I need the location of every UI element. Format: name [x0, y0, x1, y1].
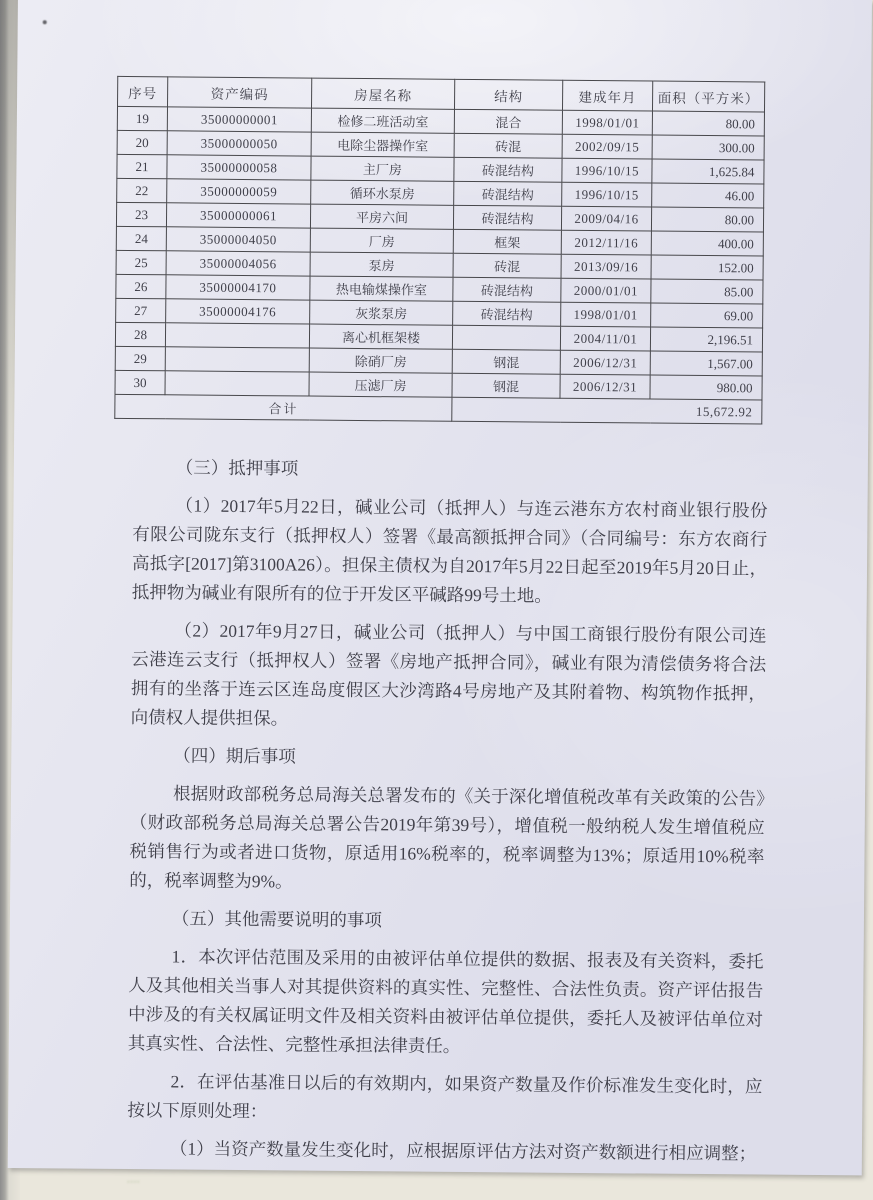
paragraph: （1）当资产数量发生变化时，应根据原评估方法对资产数额进行相应调整；: [169, 1138, 757, 1164]
cell-structure: 砖混: [454, 133, 562, 158]
scan-speck: [43, 20, 47, 24]
cell-name: 主厂房: [311, 156, 454, 181]
asset-table: [114, 76, 765, 425]
cell-code: 35000004170: [166, 275, 310, 300]
cell-date: 2000/01/01: [561, 278, 651, 303]
cell-structure: 钢混: [452, 373, 560, 398]
cell-name: 泵房: [310, 252, 453, 277]
cell-structure: [452, 325, 560, 350]
table-total-row: [115, 394, 762, 424]
cell-name: 灰浆泵房: [310, 300, 453, 325]
cell-date: 2006/12/31: [560, 350, 650, 375]
cell-area: 80.00: [651, 207, 763, 232]
cell-no: 25: [116, 250, 166, 274]
cell-date: 2012/11/16: [561, 230, 651, 255]
cell-no: 29: [115, 346, 165, 370]
paragraph: 根据财政部税务总局海关总署发布的《关于深化增值税改革有关政策的公告》（财政部税务总局海关总署公告2019年第39号），增值税一般纳税人发生增值税应税销售行为或者进口货物，原适用16%税率的，税率调整为13%；原适用10%税率的，税率调整为9%。: [129, 783, 766, 892]
cell-code: 35000000001: [167, 107, 311, 132]
cell-name: 除硝厂房: [309, 348, 452, 373]
paragraph: 2．在评估基准日以后的有效期内，如果资产数量及作价标准发生变化时，应按以下原则处理：: [127, 1071, 763, 1122]
cell-code: [165, 323, 309, 348]
cell-area: 80.00: [652, 111, 764, 136]
total-area-value: 15,672.92: [452, 397, 762, 424]
cell-name: 离心机框架楼: [309, 324, 452, 349]
cell-area: 400.00: [651, 231, 763, 256]
cell-structure: 砖混结构: [454, 157, 562, 182]
paragraph: 1．本次评估范围及采用的由被评估单位提供的数据、报表及有关资料，委托人及其他相关当事人对其提供资料的真实性、完整性、合法性负责。资产评估报告中涉及的有关权属证明文件及相关资料由被评估单位提供，委托人及被评估单位对其真实性、合法性、完整性承担法律责任。: [127, 946, 764, 1056]
cell-no: 28: [115, 322, 165, 346]
cell-code: 35000004056: [166, 251, 310, 276]
cell-code: 35000000061: [166, 203, 310, 228]
cell-structure: 框架: [453, 229, 561, 254]
cell-no: 22: [117, 178, 167, 202]
cell-date: 1998/01/01: [562, 110, 652, 135]
cell-structure: 砖混结构: [454, 181, 562, 206]
cell-no: 26: [116, 274, 166, 298]
cell-structure: 砖混: [453, 253, 561, 278]
cell-structure: 砖混结构: [453, 205, 561, 230]
table-body: [115, 106, 764, 400]
cell-name: 循环水泵房: [311, 180, 454, 205]
cell-area: 152.00: [651, 255, 763, 280]
cell-area: 46.00: [652, 183, 764, 208]
cell-name: 检修二班活动室: [311, 108, 454, 133]
cell-code: 35000004050: [166, 227, 310, 252]
cell-structure: 砖混结构: [453, 277, 561, 302]
paragraph: （五）其他需要说明的事项: [171, 908, 383, 931]
column-header: 资产编码: [168, 77, 312, 108]
cell-no: 19: [117, 106, 167, 130]
cell-name: 压滤厂房: [309, 372, 452, 397]
cell-area: 1,567.00: [650, 351, 762, 376]
cell-date: 2004/11/01: [560, 326, 650, 351]
page-content: [8, 0, 872, 1169]
cell-name: 平房六间: [310, 204, 453, 229]
cell-code: 35000000058: [167, 155, 311, 180]
cell-date: 1998/01/01: [561, 302, 651, 327]
cell-no: 21: [117, 154, 167, 178]
cell-code: 35000004176: [166, 299, 310, 324]
cell-no: 20: [117, 130, 167, 154]
column-header: 序号: [118, 76, 168, 106]
cell-code: 35000000059: [167, 179, 311, 204]
cell-name: 厂房: [310, 228, 453, 253]
cell-date: 2006/12/31: [560, 374, 650, 399]
cell-no: 30: [115, 370, 165, 394]
cell-code: [165, 347, 309, 372]
cell-date: 2009/04/16: [561, 206, 651, 231]
scanned-page: [8, 0, 872, 1175]
cell-code: [165, 371, 309, 396]
cell-area: 300.00: [652, 135, 764, 160]
body-text: [127, 453, 768, 1169]
cell-date: 1996/10/15: [562, 158, 652, 183]
scan-smudge: ᠁: [124, 1176, 140, 1191]
paragraph: （1）2017年5月22日，碱业公司（抵押人）与连云港东方农村商业银行股份有限公司陇东支行（抵押权人）签署《最高额抵押合同》（合同编号：东方农商行高抵字[2017]第3100A26）。担保主债权为自2017年5月22日起至2019年5月20日止，抵押物为碱业有限所有的位于开发区平碱路99号土地。: [131, 495, 768, 606]
column-header: 建成年月: [562, 80, 652, 111]
cell-area: 69.00: [651, 303, 763, 328]
cell-area: 85.00: [651, 279, 763, 304]
column-header: 结构: [454, 79, 562, 110]
cell-date: 2002/09/15: [562, 134, 652, 159]
cell-structure: 混合: [454, 109, 562, 134]
cell-name: 热电输煤操作室: [310, 276, 453, 301]
cell-code: 35000000050: [167, 131, 311, 156]
cell-no: 23: [116, 202, 166, 226]
cell-no: 24: [116, 226, 166, 250]
cell-area: 2,196.51: [650, 327, 762, 352]
paragraph: （2）2017年9月27日，碱业公司（抵押人）与中国工商银行股份有限公司连云港连云支行（抵押权人）签署《房地产抵押合同》，碱业有限为清偿债务将合法拥有的坐落于连云区连岛度假区大沙湾路4号房地产及其附着物、构筑物作抵押，向债权人提供担保。: [130, 620, 767, 729]
cell-name: 电除尘器操作室: [311, 132, 454, 157]
paragraph: （四）期后事项: [173, 745, 296, 767]
column-header: 房屋名称: [311, 78, 454, 109]
total-label: 合计: [115, 394, 452, 421]
cell-date: 2013/09/16: [561, 254, 651, 279]
cell-date: 1996/10/15: [562, 182, 652, 207]
column-header: 面积（平方米）: [652, 81, 764, 112]
cell-structure: 砖混结构: [453, 301, 561, 326]
cell-area: 1,625.84: [652, 159, 764, 184]
paragraph: （三）抵押事项: [175, 457, 299, 479]
cell-no: 27: [116, 298, 166, 322]
cell-area: 980.00: [650, 375, 762, 400]
cell-structure: 钢混: [452, 349, 560, 374]
